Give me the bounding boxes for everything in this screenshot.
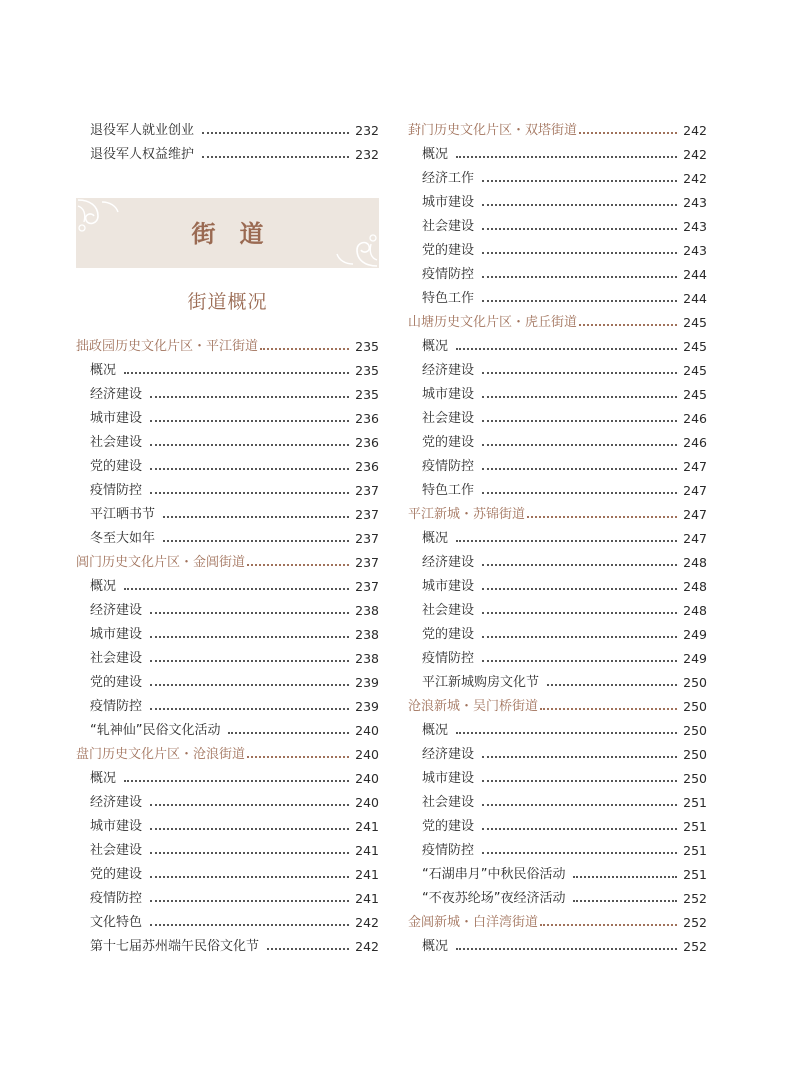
toc-entry[interactable] [408,455,707,479]
toc-section-entry[interactable] [76,551,379,575]
toc-entry[interactable] [76,383,379,407]
toc-entry-label: 社会建设 [422,219,475,234]
toc-entry-label: 经济建设 [422,363,475,378]
dot-leader [150,492,349,494]
toc-entry[interactable] [76,455,379,479]
dot-leader [150,804,349,806]
dot-leader [482,180,677,182]
toc-page-number: 240 [355,771,379,786]
toc-section-entry[interactable] [76,743,379,767]
toc-section-entry[interactable] [408,911,707,935]
toc-entry-label: 党的建设 [422,627,475,642]
toc-page-number: 237 [355,483,379,498]
dot-leader [482,804,677,806]
toc-entry-label: 文化特色 [90,915,143,930]
toc-page-number: 250 [683,723,707,738]
dot-leader [482,612,677,614]
toc-entry-label: 社会建设 [90,435,143,450]
toc-page-number: 246 [683,411,707,426]
toc-entry-label: 拙政园历史文化片区・平江街道 [76,339,259,354]
dot-leader [573,876,677,878]
toc-entry-label: 社会建设 [422,795,475,810]
toc-entry-label: 城市建设 [422,387,475,402]
dot-leader [573,900,677,902]
dot-leader [456,156,677,158]
toc-entry-label: 概况 [90,771,117,786]
dot-leader [267,948,349,950]
toc-entry[interactable] [408,575,707,599]
dot-leader [150,876,349,878]
dot-leader [482,828,677,830]
toc-entry-label: 城市建设 [90,627,143,642]
dot-leader [163,516,349,518]
toc-entry-label: 阊门历史文化片区・金阊街道 [76,555,246,570]
dot-leader [124,588,349,590]
toc-page-number: 241 [355,867,379,882]
toc-entry-label: 特色工作 [422,291,475,306]
toc-entry-label: 疫情防控 [422,843,475,858]
toc-section-entry[interactable] [408,119,707,143]
toc-entry[interactable] [408,815,707,839]
dot-leader [482,780,677,782]
toc-entry[interactable] [408,839,707,863]
dot-leader [456,348,677,350]
dot-leader [547,684,677,686]
dot-leader [456,948,677,950]
toc-section-entry[interactable] [76,335,379,359]
dot-leader [150,420,349,422]
toc-page-number: 237 [355,507,379,522]
toc-entry[interactable] [408,743,707,767]
toc-entry[interactable] [76,935,379,959]
toc-entry-label: 疫情防控 [422,651,475,666]
toc-page-number: 232 [355,123,379,138]
toc-page-number: 239 [355,699,379,714]
toc-entry[interactable] [76,143,379,167]
toc-page-number: 250 [683,675,707,690]
dot-leader [482,660,677,662]
toc-page-number: 251 [683,795,707,810]
toc-entry[interactable] [408,791,707,815]
dot-leader [150,468,349,470]
toc-page-number: 252 [683,915,707,930]
dot-leader [579,132,677,134]
toc-right-column [408,119,707,959]
toc-entry-label: 概况 [422,339,449,354]
toc-entry[interactable] [408,935,707,959]
toc-section-entry[interactable] [408,311,707,335]
dot-leader [482,300,677,302]
dot-leader [482,396,677,398]
toc-page-number: 251 [683,867,707,882]
toc-page-number: 251 [683,819,707,834]
toc-page-number: 249 [683,651,707,666]
toc-entry[interactable] [76,791,379,815]
toc-entry-label: 疫情防控 [422,459,475,474]
toc-entry[interactable] [76,815,379,839]
dot-leader [527,516,677,518]
toc-page-number: 238 [355,627,379,642]
toc-entry-label: 冬至大如年 [90,531,156,546]
toc-entry[interactable] [408,287,707,311]
toc-entry[interactable] [408,863,707,887]
toc-entry-label: 概况 [422,531,449,546]
toc-entry-label: 经济建设 [422,555,475,570]
toc-entry[interactable] [76,359,379,383]
toc-page-number: 250 [683,747,707,762]
toc-page-number: 236 [355,435,379,450]
dot-leader [150,852,349,854]
toc-entry-label: 平江新城・苏锦街道 [408,507,526,522]
dot-leader [482,444,677,446]
toc-page-number: 235 [355,387,379,402]
toc-page-number: 241 [355,819,379,834]
toc-entry-label: 党的建设 [90,675,143,690]
toc-entry-label: 概况 [422,723,449,738]
dot-leader [150,396,349,398]
dot-leader [482,636,677,638]
toc-page-number: 238 [355,651,379,666]
toc-page-number: 237 [355,531,379,546]
dot-leader [150,444,349,446]
toc-page-number: 242 [355,939,379,954]
toc-entry-label: 经济工作 [422,171,475,186]
toc-page-number: 243 [683,195,707,210]
toc-entry[interactable] [76,767,379,791]
dot-leader [540,924,677,926]
toc-entry-label: 疫情防控 [422,267,475,282]
toc-page-number: 248 [683,579,707,594]
toc-entry-label: 概况 [90,579,117,594]
toc-entry[interactable] [76,719,379,743]
category-banner [76,198,379,268]
dot-leader [482,588,677,590]
toc-entry-label: 特色工作 [422,483,475,498]
toc-page-number: 244 [683,267,707,282]
toc-entry[interactable] [76,839,379,863]
toc-entry[interactable] [408,767,707,791]
toc-entry[interactable] [408,431,707,455]
toc-entry-label: 盘门历史文化片区・沧浪街道 [76,747,246,762]
toc-entry[interactable] [408,647,707,671]
dot-leader [260,348,349,350]
toc-entry[interactable] [76,599,379,623]
toc-entry-label: 概况 [90,363,117,378]
toc-left-column [76,335,379,959]
toc-entry[interactable] [76,647,379,671]
dot-leader [482,372,677,374]
toc-page-number: 232 [355,147,379,162]
toc-entry[interactable] [408,623,707,647]
dot-leader [124,372,349,374]
toc-entry-label: 城市建设 [90,819,143,834]
toc-page-number: 251 [683,843,707,858]
dot-leader [482,756,677,758]
toc-entry[interactable] [408,383,707,407]
dot-leader [247,564,349,566]
toc-entry-label: “轧神仙”民俗文化活动 [90,723,221,738]
toc-page-number: 242 [355,915,379,930]
toc-page-number: 235 [355,339,379,354]
toc-page-number: 245 [683,339,707,354]
toc-page-number: 252 [683,939,707,954]
toc-entry-label: 党的建设 [90,867,143,882]
toc-entry-label: 退役军人权益维护 [90,147,195,162]
toc-entry-label: 城市建设 [422,579,475,594]
toc-entry[interactable] [76,527,379,551]
toc-entry[interactable] [408,143,707,167]
dot-leader [150,684,349,686]
dot-leader [202,156,349,158]
section-title: 街道概况 [187,291,268,313]
toc-entry-label: 城市建设 [422,771,475,786]
toc-page-number: 244 [683,291,707,306]
toc-page-number: 245 [683,315,707,330]
dot-leader [482,564,677,566]
dot-leader [150,924,349,926]
toc-entry-label: 党的建设 [422,435,475,450]
dot-leader [456,732,677,734]
toc-section-entry[interactable] [408,503,707,527]
toc-entry[interactable] [408,671,707,695]
dot-leader [482,204,677,206]
toc-entry-label: “不夜苏纶场”夜经济活动 [422,891,566,906]
toc-entry-label: 第十七届苏州端午民俗文化节 [90,939,260,954]
dot-leader [482,468,677,470]
toc-entry[interactable] [408,479,707,503]
toc-page-number: 252 [683,891,707,906]
toc-entry[interactable] [408,263,707,287]
toc-entry[interactable] [408,239,707,263]
dot-leader [540,708,677,710]
toc-page-number: 240 [355,747,379,762]
toc-entry[interactable] [408,335,707,359]
dot-leader [482,228,677,230]
toc-page-number: 245 [683,387,707,402]
dot-leader [150,828,349,830]
toc-entry-label: 葑门历史文化片区・双塔街道 [408,123,578,138]
toc-page-number: 236 [355,459,379,474]
toc-page-number: 243 [683,243,707,258]
toc-page-number: 250 [683,699,707,714]
toc-entry[interactable] [408,407,707,431]
dot-leader [456,540,677,542]
toc-entry-label: 沧浪新城・吴门桥街道 [408,699,539,714]
toc-entry-label: 经济建设 [90,387,143,402]
toc-page-number: 247 [683,483,707,498]
toc-entry[interactable] [408,551,707,575]
toc-entry[interactable] [76,911,379,935]
dot-leader [163,540,349,542]
toc-entry[interactable] [408,215,707,239]
dot-leader [150,660,349,662]
toc-entry[interactable] [76,479,379,503]
dot-leader [150,612,349,614]
toc-entry-label: 城市建设 [422,195,475,210]
dot-leader [150,900,349,902]
toc-entry[interactable] [408,167,707,191]
toc-page-number: 247 [683,459,707,474]
toc-entry[interactable] [76,575,379,599]
toc-entry[interactable] [76,887,379,911]
dot-leader [247,756,349,758]
toc-section-entry[interactable] [408,695,707,719]
dot-leader [124,780,349,782]
dot-leader [150,708,349,710]
toc-page-number: 239 [355,675,379,690]
toc-entry-label: 平江新城购房文化节 [422,675,540,690]
toc-page-number: 236 [355,411,379,426]
toc-entry[interactable] [76,119,379,143]
toc-entry-label: 概况 [422,147,449,162]
toc-entry[interactable] [76,695,379,719]
toc-entry[interactable] [76,863,379,887]
toc-entry-label: 经济建设 [422,747,475,762]
toc-page-number: 241 [355,843,379,858]
toc-entry-label: 金阊新城・白洋湾街道 [408,915,539,930]
toc-page-number: 237 [355,555,379,570]
toc-entry[interactable] [408,359,707,383]
toc-top-entries [76,119,379,167]
toc-entry-label: 经济建设 [90,795,143,810]
toc-entry-label: 退役军人就业创业 [90,123,195,138]
dot-leader [482,852,677,854]
toc-page-number: 240 [355,723,379,738]
toc-entry-label: 社会建设 [422,603,475,618]
toc-page-number: 249 [683,627,707,642]
toc-page-number: 247 [683,507,707,522]
toc-page-number: 248 [683,555,707,570]
toc-page-number: 241 [355,891,379,906]
toc-page-number: 243 [683,219,707,234]
toc-page-number: 237 [355,579,379,594]
toc-entry-label: 党的建设 [90,459,143,474]
toc-page-number: 242 [683,171,707,186]
toc-entry-label: 平江晒书节 [90,507,156,522]
banner-title: 街道 [191,219,288,248]
toc-page-number: 235 [355,363,379,378]
toc-entry-label: 疫情防控 [90,483,143,498]
dot-leader [482,492,677,494]
toc-page-number: 242 [683,147,707,162]
dot-leader [482,420,677,422]
toc-page-number: 238 [355,603,379,618]
toc-entry[interactable] [76,623,379,647]
toc-page-number: 247 [683,531,707,546]
toc-entry-label: 疫情防控 [90,891,143,906]
toc-entry-label: 经济建设 [90,603,143,618]
toc-entry[interactable] [408,599,707,623]
toc-page-number: 242 [683,123,707,138]
toc-entry-label: “石湖串月”中秋民俗活动 [422,867,566,882]
toc-entry-label: 山塘历史文化片区・虎丘街道 [408,315,578,330]
toc-page-number: 248 [683,603,707,618]
dot-leader [579,324,677,326]
dot-leader [482,252,677,254]
toc-entry[interactable] [408,527,707,551]
toc-entry[interactable] [76,671,379,695]
toc-page-number: 240 [355,795,379,810]
toc-entry-label: 社会建设 [90,651,143,666]
toc-entry-label: 疫情防控 [90,699,143,714]
toc-entry[interactable] [408,191,707,215]
toc-page-number: 246 [683,435,707,450]
dot-leader [202,132,349,134]
toc-entry-label: 城市建设 [90,411,143,426]
toc-entry[interactable] [76,503,379,527]
toc-entry[interactable] [408,887,707,911]
toc-entry-label: 党的建设 [422,243,475,258]
toc-page-number: 245 [683,363,707,378]
toc-entry-label: 社会建设 [90,843,143,858]
dot-leader [482,276,677,278]
toc-entry-label: 概况 [422,939,449,954]
dot-leader [228,732,349,734]
toc-entry[interactable] [76,407,379,431]
toc-entry[interactable] [76,431,379,455]
toc-page-number: 250 [683,771,707,786]
toc-entry-label: 社会建设 [422,411,475,426]
dot-leader [150,636,349,638]
toc-entry-label: 党的建设 [422,819,475,834]
toc-entry[interactable] [408,719,707,743]
